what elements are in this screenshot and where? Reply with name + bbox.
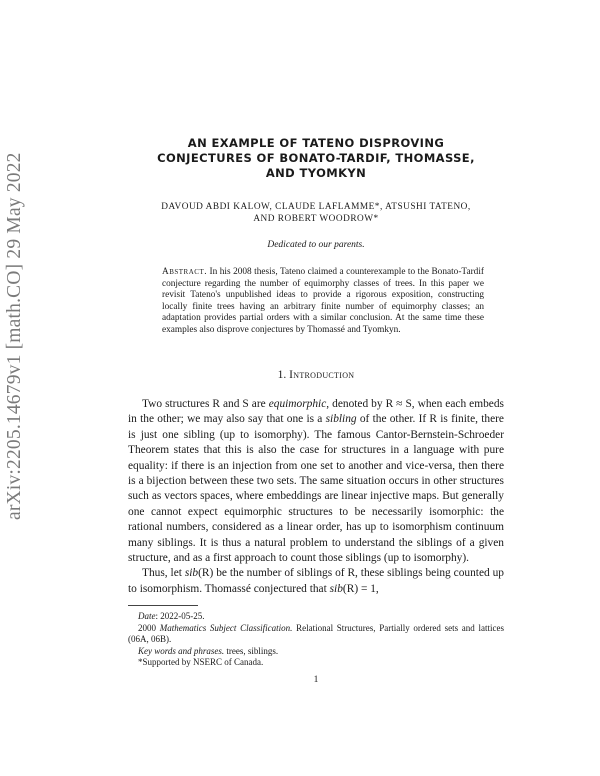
footnote-date: Date: 2022-05-25. [138, 611, 205, 622]
arxiv-identifier: arXiv:2205.14679v1 [math.CO] 29 May 2022 [4, 152, 25, 520]
dedication: Dedicated to our parents. [267, 240, 365, 250]
abstract [162, 267, 484, 336]
footnote-msc: 2000 Mathematics Subject Classification. Relational Structures, Partially ordered sets and lattices (06A, 06B). [128, 622, 504, 645]
footnotes [128, 611, 504, 669]
paragraph: Thus, let sib(R) be the number of siblings of R, these siblings being counted up to isomorphism. Thomassé conjectured that sib(R) = 1, [128, 567, 504, 595]
page-number: 1 [313, 674, 319, 685]
abstract-text: In his 2008 thesis, Tateno claimed a counterexample to the Bonato-Tardif conjecture regarding the number of equimorphy classes of trees. In this paper we revisit Tateno's unpublished ideas to provide a rigorous exposition, constructing locally finite trees having an arbitrary finite number of equimorphy classes; an adaptation provides partial orders with a similar conclusion. At the same time these examples also disprove conjectures by Thomassé and Tyomkyn. [162, 267, 485, 335]
section-number: 1. [277, 369, 287, 381]
footnote-keywords: Key words and phrases. trees, siblings. [138, 645, 279, 656]
paragraph: Two structures R and S are equimorphic, denoted by R ≈ S, when each embeds in the other; we may also say that one is a sibling of the other. If R is finite, there is just one sibling (up to isomorphy). The famous Cantor-Bernstein-Schroeder Theorem states that this is also the case for structures in a language with pure equality: if there is an injection from one set to another and vice-versa, then there is a bijection between these two sets. The same situation occurs in other structures such as vectors spaces, where embeddings are linear injective maps. But generally one cannot expect equimorphic structures to be necessarily isomorphic: the rational numbers, considered as a linear order, has up to isomorphism continuum many siblings. It is thus a natural problem to understand the siblings of a given structure, and as a first approach to count those siblings (up to isomorphy). [128, 398, 504, 565]
paper-title [128, 136, 504, 181]
body-text [128, 397, 504, 597]
footnote-rule [128, 605, 198, 606]
section-title: Introduction [289, 369, 355, 381]
abstract-label: Abstract. [162, 267, 208, 277]
section-heading [128, 369, 504, 381]
title-line: AN EXAMPLE OF TATENO DISPROVING [187, 136, 445, 150]
author-list [128, 201, 504, 225]
title-line: AND TYOMKYN [265, 166, 367, 180]
title-line: CONJECTURES OF BONATO-TARDIF, THOMASSE, [157, 151, 475, 165]
footnote-support: *Supported by NSERC of Canada. [138, 657, 264, 668]
author-line: AND ROBERT WOODROW* [253, 214, 379, 224]
paper-page [128, 0, 504, 685]
author-line: DAVOUD ABDI KALOW, CLAUDE LAFLAMME*, ATSUSHI TATENO, [161, 202, 471, 212]
